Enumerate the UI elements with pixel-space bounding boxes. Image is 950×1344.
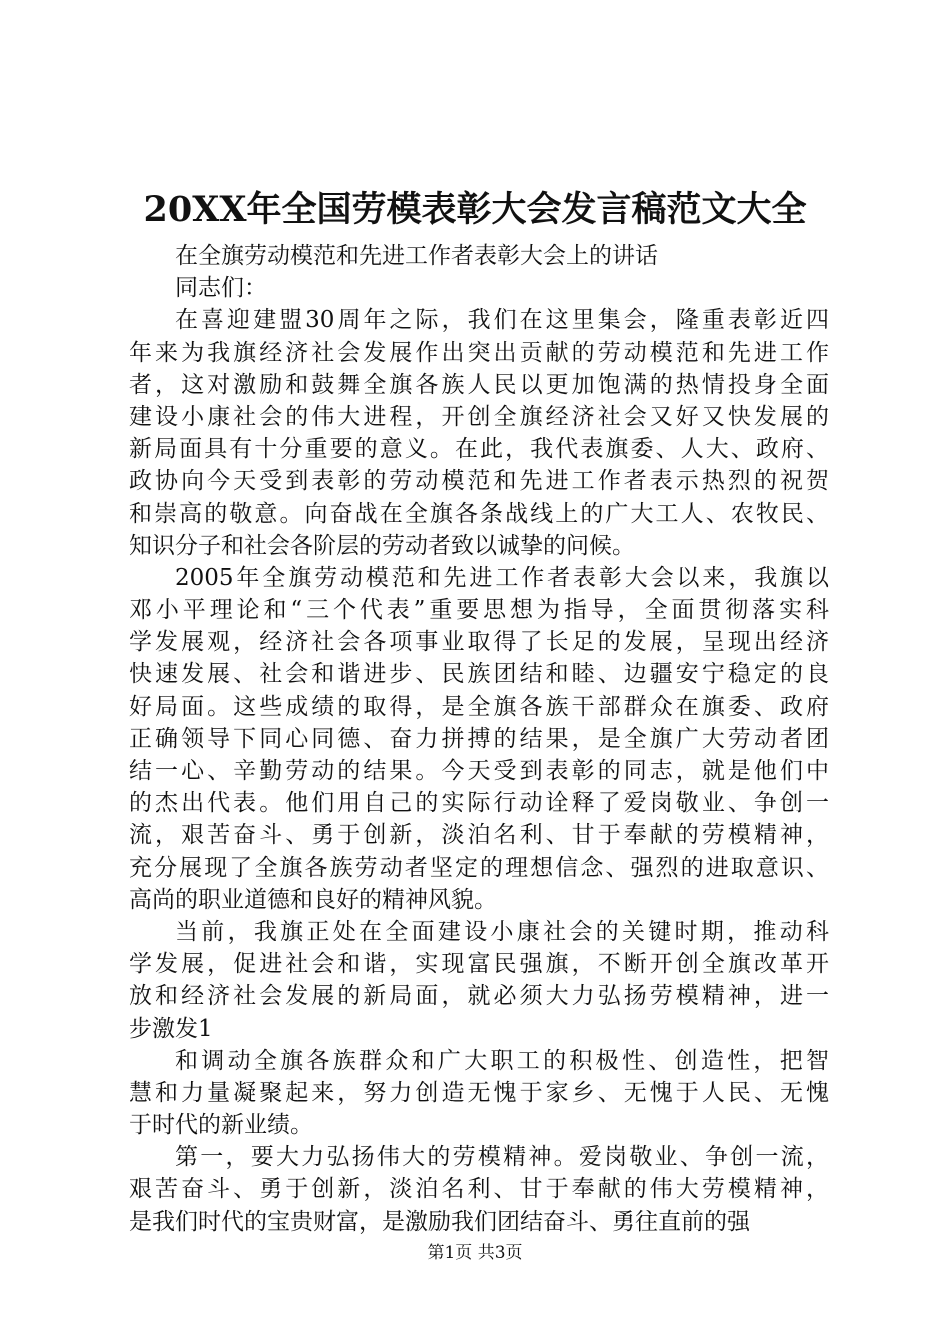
document-subtitle: 在全旗劳动模范和先进工作者表彰大会上的讲话 xyxy=(175,243,658,269)
paragraph-line: 艰苦奋斗、勇于创新，淡泊名利、甘于奉献的伟大劳模精神， xyxy=(129,1176,829,1203)
paragraph-line: 政协向今天受到表彰的劳动模范和先进工作者表示热烈的祝贺 xyxy=(129,468,829,495)
paragraph-line: 和调动全旗各族群众和广大职工的积极性、创造性，把智 xyxy=(175,1047,829,1074)
paragraph-line: 者，这对激励和鼓舞全旗各族人民以更加饱满的热情投身全面 xyxy=(129,371,829,398)
paragraph-line: 充分展现了全旗各族劳动者坚定的理想信念、强烈的进取意识、 xyxy=(129,854,829,881)
paragraph-line: 快速发展、社会和谐进步、民族团结和睦、边疆安宁稳定的良 xyxy=(129,661,829,688)
paragraph-line: 流，艰苦奋斗、勇于创新，淡泊名利、甘于奉献的劳模精神， xyxy=(129,822,829,849)
paragraph-line: 步激发1 xyxy=(129,1015,213,1042)
paragraph xyxy=(129,1141,829,1238)
paragraph-line: 建设小康社会的伟大进程，开创全旗经济社会又好又快发展的 xyxy=(129,403,829,430)
paragraph-line: 是我们时代的宝贵财富，是激励我们团结奋斗、勇往直前的强 xyxy=(129,1208,750,1235)
document-title: 20XX年全国劳模表彰大会发言稿范文大全 xyxy=(143,189,807,230)
salutation: 同志们： xyxy=(175,275,267,302)
paragraph xyxy=(129,1045,829,1142)
paragraph xyxy=(129,916,829,1045)
paragraph-line: 慧和力量凝聚起来，努力创造无愧于家乡、无愧于人民、无愧 xyxy=(129,1079,829,1106)
paragraph-line: 于时代的新业绩。 xyxy=(129,1112,313,1139)
paragraph xyxy=(129,304,829,562)
paragraph xyxy=(129,562,829,916)
paragraph-line: 邓小平理论和“三个代表”重要思想为指导，全面贯彻落实科 xyxy=(129,597,829,624)
paragraph-line: 正确领导下同心同德、奋力拼搏的结果，是全旗广大劳动者团 xyxy=(129,725,829,752)
paragraph-line: 知识分子和社会各阶层的劳动者致以诚挚的问候。 xyxy=(129,532,635,559)
page-footer: 第1页 共3页 xyxy=(427,1243,523,1263)
paragraph-line: 高尚的职业道德和良好的精神风貌。 xyxy=(129,886,497,913)
paragraph-line: 当前，我旗正处在全面建设小康社会的关键时期，推动科 xyxy=(175,918,829,945)
paragraph-line: 年来为我旗经济社会发展作出突出贡献的劳动模范和先进工作 xyxy=(129,339,829,366)
paragraph-line: 第一，要大力弘扬伟大的劳模精神。爱岗敬业、争创一流， xyxy=(175,1144,829,1171)
paragraph-line: 学发展，促进社会和谐，实现富民强旗，不断开创全旗改革开 xyxy=(129,951,829,978)
paragraph-line: 和崇高的敬意。向奋战在全旗各条战线上的广大工人、农牧民、 xyxy=(129,500,829,527)
paragraph-line: 学发展观，经济社会各项事业取得了长足的发展，呈现出经济 xyxy=(129,629,829,656)
paragraph-line: 结一心、辛勤劳动的结果。今天受到表彰的同志，就是他们中 xyxy=(129,758,829,784)
paragraph-line: 好局面。这些成绩的取得，是全旗各族干部群众在旗委、政府 xyxy=(129,693,829,720)
paragraph-line: 放和经济社会发展的新局面，就必须大力弘扬劳模精神，进一 xyxy=(129,983,829,1010)
document-body xyxy=(129,240,829,1238)
paragraph-line: 2005年全旗劳动模范和先进工作者表彰大会以来，我旗以 xyxy=(175,564,829,591)
paragraph-line: 新局面具有十分重要的意义。在此，我代表旗委、人大、政府、 xyxy=(129,436,829,463)
paragraph-line: 的杰出代表。他们用自己的实际行动诠释了爱岗敬业、争创一 xyxy=(129,790,829,817)
paragraphs-container xyxy=(129,304,829,1237)
paragraph-line: 在喜迎建盟30周年之际，我们在这里集会，隆重表彰近四 xyxy=(175,307,829,334)
